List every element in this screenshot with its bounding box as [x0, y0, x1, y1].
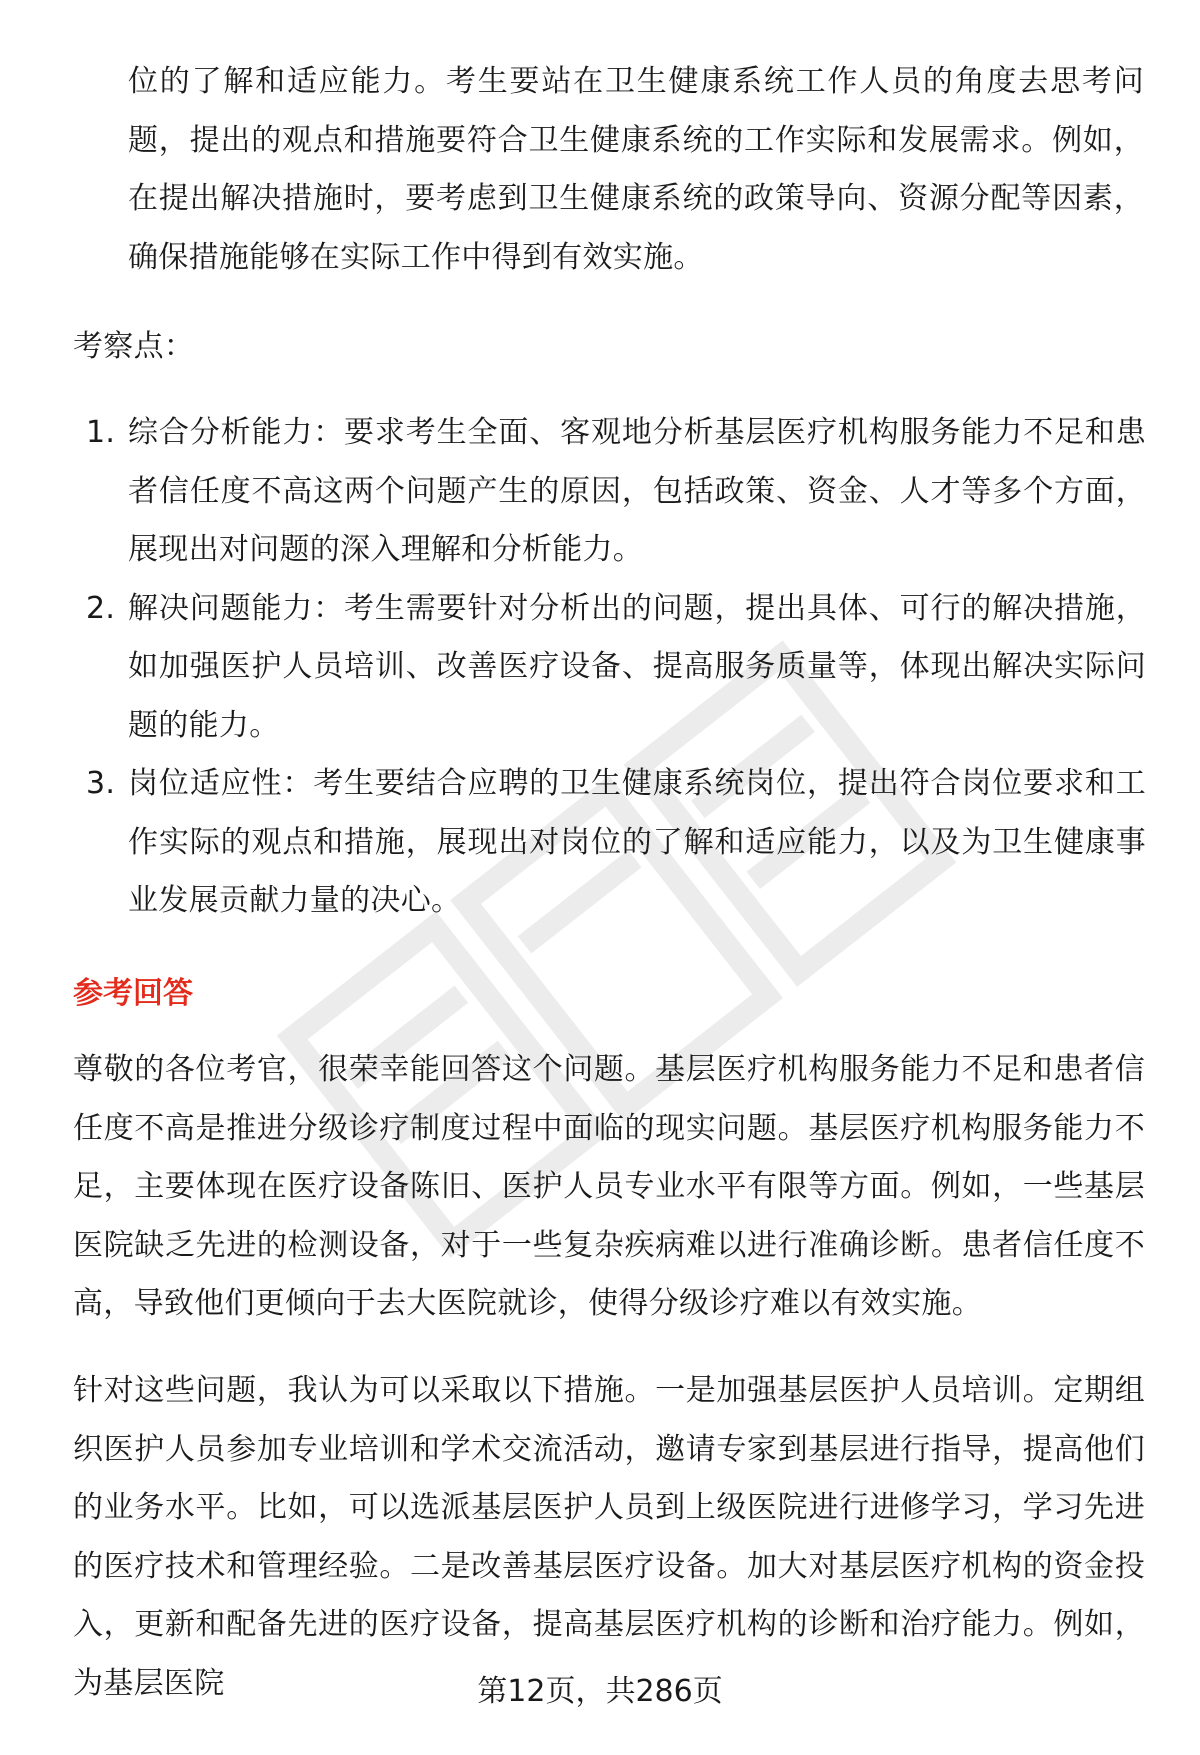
- list-item-text: 解决问题能力：考生需要针对分析出的问题，提出具体、可行的解决措施，如加强医护人员培训、改善医疗设备、提高服务质量等，体现出解决实际问题的能力。: [128, 590, 1146, 743]
- answer-paragraph: 尊敬的各位考官，很荣幸能回答这个问题。基层医疗机构服务能力不足和患者信任度不高是推进分级诊疗制度过程中面临的现实问题。基层医疗机构服务能力不足，主要体现在医疗设备陈旧、医护人员专业水平有限等方面。例如，一些基层医院缺乏先进的检测设备，对于一些复杂疾病难以进行准确诊断。患者信任度不高，导致他们更倾向于去大医院就诊，使得分级诊疗难以有效实施。: [73, 1052, 1145, 1321]
- list-item-number: 1.: [86, 415, 116, 450]
- list-item-number: 3.: [86, 766, 116, 801]
- list-item: [80, 755, 1146, 931]
- list-item-text: 岗位适应性：考生要结合应聘的卫生健康系统岗位，提出符合岗位要求和工作实际的观点和措施，展现出对岗位的了解和适应能力，以及为卫生健康事业发展贡献力量的决心。: [128, 766, 1146, 918]
- answer-heading: 参考回答: [73, 976, 193, 1011]
- page-footer: 第12页，共286页: [477, 1674, 723, 1709]
- list-item-number: 2.: [86, 590, 116, 626]
- points-list: [80, 404, 1146, 931]
- list-item: [80, 580, 1146, 756]
- list-item-text: 综合分析能力：要求考生全面、客观地分析基层医疗机构服务能力不足和患者信任度不高这两个问题产生的原因，包括政策、资金、人才等多个方面，展现出对问题的深入理解和分析能力。: [128, 415, 1146, 567]
- list-item: [80, 404, 1146, 580]
- continuation-paragraph: 位的了解和适应能力。考生要站在卫生健康系统工作人员的角度去思考问题，提出的观点和措施要符合卫生健康系统的工作实际和发展需求。例如，在提出解决措施时，要考虑到卫生健康系统的政策导向、资源分配等因素，确保措施能够在实际工作中得到有效实施。: [128, 64, 1144, 275]
- answer-paragraph: 针对这些问题，我认为可以采取以下措施。一是加强基层医护人员培训。定期组织医护人员参加专业培训和学术交流活动，邀请专家到基层进行指导，提高他们的业务水平。比如，可以选派基层医护人员到上级医院进行进修学习，学习先进的医疗技术和管理经验。二是改善基层医疗设备。加大对基层医疗机构的资金投入，更新和配备先进的医疗设备，提高基层医疗机构的诊断和治疗能力。例如，为基层医院: [73, 1373, 1145, 1701]
- points-heading: 考察点：: [73, 329, 195, 364]
